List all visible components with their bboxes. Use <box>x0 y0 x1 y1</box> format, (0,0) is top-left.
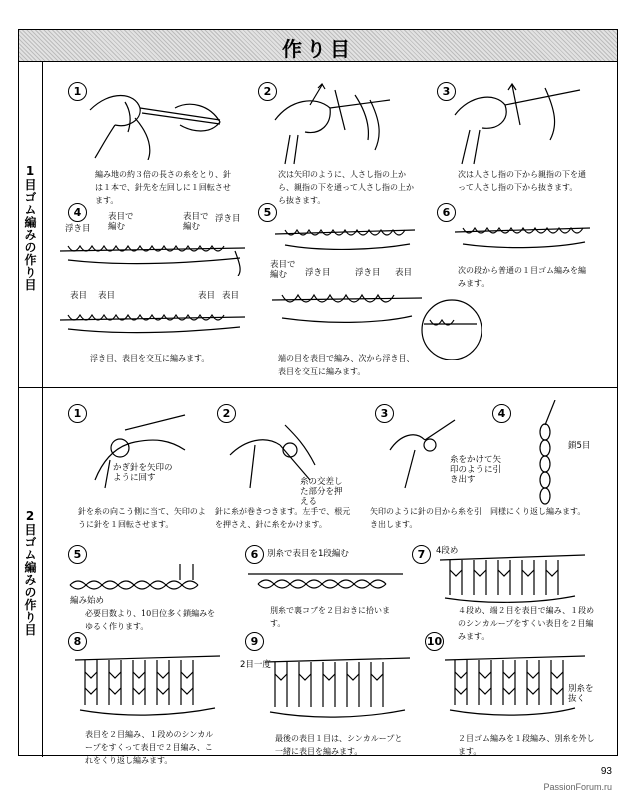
step-caption: 針を糸の向こう側に当て、矢印のように針を１回転させます。 <box>78 507 206 529</box>
illustration-rib <box>455 218 595 258</box>
side-label-2x2 <box>19 387 43 757</box>
section-header <box>18 29 618 62</box>
label-together: 2目一度 <box>240 660 271 670</box>
page-number: 93 <box>600 766 612 777</box>
label-knit: 表目で編む <box>270 260 296 280</box>
step-caption: ４段め、端２目を表目で編み、１段めのシンカループをすくい表目を２目編みます。 <box>458 606 595 641</box>
illustration-hands-needle <box>80 80 230 160</box>
illustration-chain <box>530 400 570 510</box>
label-knit: 表目 <box>98 291 116 301</box>
label-knit: 表目 <box>222 291 240 301</box>
step-caption: 次は人さし指の下から親指の下を通って人さし指の下から抜きます。 <box>458 170 586 192</box>
illustration-thumb-finger <box>270 80 400 165</box>
step-number: 6 <box>437 203 456 222</box>
watermark: PassionForum.ru <box>543 782 612 792</box>
illustration-stitches-magnified <box>272 280 482 360</box>
label-float: 浮き目 <box>355 268 381 278</box>
step-number: 10 <box>425 632 444 651</box>
label-remove: 別糸を抜く <box>568 684 594 704</box>
label-pull: 糸をかけて矢印のように引き出す <box>450 455 502 485</box>
step-number: 8 <box>68 632 87 651</box>
illustration-stitches-top <box>275 220 420 260</box>
side-label-2x2-text: 2目ゴム編みの作り目 <box>23 508 37 636</box>
step-caption: 編み地の約３倍の長さの糸をとり、針は１本で、針先を左回しに１回転させます。 <box>95 170 231 205</box>
step-caption: 浮き目、表目を交互に編みます。 <box>90 354 210 363</box>
label-knit: 表目 <box>395 268 413 278</box>
label-row: 4段め <box>436 546 459 556</box>
illustration-rib-2x2 <box>75 650 225 720</box>
step-caption: 針に糸が巻きつきます。左手で、根元を押さえ、針に糸をかけます。 <box>215 507 351 529</box>
step-number: 3 <box>375 404 394 423</box>
step-caption: 最後の表目１目は、シンカループと一緒に表目を編みます。 <box>275 734 403 756</box>
illustration-picked-stitches <box>248 562 408 597</box>
illustration-rib-knit <box>440 550 590 605</box>
step-caption: ２目ゴム編みを１段編み、別糸を外します。 <box>458 734 595 756</box>
step-caption: 表目を２目編み、１段めのシンカループをすくって表目で２目編み、これをくり返し編みます。 <box>85 730 214 765</box>
label-hook-arrow: かぎ針を矢印のように回す <box>113 463 173 483</box>
step-number: 2 <box>258 82 277 101</box>
label-knit: 表目 <box>198 291 216 301</box>
step-number: 1 <box>68 82 87 101</box>
step-number: 5 <box>258 203 277 222</box>
step-number: 1 <box>68 404 87 423</box>
label-knit: 表目で編む <box>183 212 209 232</box>
illustration-chain-row <box>65 560 225 600</box>
label-knit: 表目 <box>70 291 88 301</box>
step-number: 2 <box>217 404 236 423</box>
step-caption: 同様にくり返し編みます。 <box>490 507 586 516</box>
step-caption: 次は矢印のように、人さし指の上から、親指の下を通って人さし指の上から抜きます。 <box>278 170 414 205</box>
step-caption: 端の目を表目で編み、次から浮き目、表目を交互に編みます。 <box>278 354 415 376</box>
label-float: 浮き目 <box>215 214 241 224</box>
step-number: 7 <box>412 545 431 564</box>
illustration-index-finger <box>450 80 590 165</box>
side-label-1x1-text: 1目ゴム編みの作り目 <box>23 163 37 291</box>
step-number: 3 <box>437 82 456 101</box>
step-number: 5 <box>68 545 87 564</box>
label-hold: 糸の交差した部分を押える <box>300 477 343 507</box>
label-knit: 表目で編む <box>108 212 134 232</box>
step-number: 4 <box>68 203 87 222</box>
section-divider <box>19 387 617 388</box>
label-float: 浮き目 <box>305 268 331 278</box>
side-label-1x1 <box>19 62 43 387</box>
step-number: 9 <box>245 632 264 651</box>
step-caption: 別糸で裏コブを２目おきに拾います。 <box>270 606 390 628</box>
label-float: 浮き目 <box>65 224 91 234</box>
step-caption: 矢印のように針の目から糸を引き出します。 <box>370 507 482 529</box>
step-caption: 次の段から普通の１目ゴム編みを編みます。 <box>458 266 586 288</box>
illustration-stitches-row <box>60 305 250 345</box>
label-chain: 鎖5目 <box>568 441 591 451</box>
page-title: 作り目 <box>282 37 354 61</box>
step-number: 6 <box>245 545 264 564</box>
label-chain-start: 編み始め <box>70 596 105 606</box>
step-caption: 必要目数より、10目位多く鎖編みをゆるく作ります。 <box>85 609 216 631</box>
label-pick: 別糸で表目を1段編む <box>267 549 349 559</box>
illustration-stitches-row <box>60 236 250 276</box>
illustration-rib-decrease <box>265 652 415 722</box>
step-number: 4 <box>492 404 511 423</box>
